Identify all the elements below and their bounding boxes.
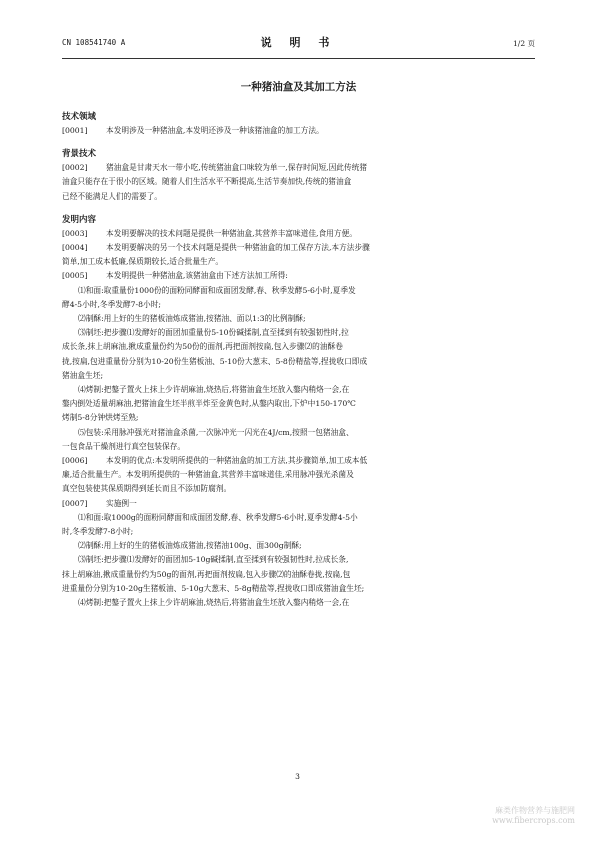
section-heading-background: 背景技术 [62, 149, 97, 160]
step-line: ⑵制酥:用上好的生的猪板油炼成猪油,按猪油、面以1:3的比例制酥; [78, 314, 306, 324]
paragraph-text: 本发明要解决的技术问题是提供一种猪油盒,其营养丰富味道佳,食用方便。 [106, 228, 357, 238]
step-line: 抹上胡麻油,揪成重量份约为50g的面剂,再把面剂按扁,包入步骤⑵的油酥卷拢,按扁,包 [62, 569, 351, 579]
section-heading-summary: 发明内容 [62, 214, 97, 225]
step-line: 成长条,抹上胡麻油,揪成重量份约为50份的面剂,再把面剂按扁,包入步骤⑵的油酥卷 [62, 342, 343, 352]
paragraph-text: 本发明要解决的另一个技术问题是提供一种猪油盒的加工保存方法,本方法步骤 [106, 243, 370, 253]
page-header [62, 26, 535, 60]
page-indicator: 1/2 页 [513, 39, 535, 48]
paragraph-line: 廉,适合批量生产。本发明所提供的一种猪油盒,其营养丰富味道佳,采用脉冲强光杀菌及 [62, 470, 354, 480]
paragraph-0004 [62, 241, 539, 255]
paragraph-text: 实施例一 [106, 498, 137, 508]
paragraph-0005 [62, 269, 539, 283]
page-number: 3 [295, 772, 300, 781]
paragraph-0006 [62, 454, 539, 468]
paragraph-text: 本发明涉及一种猪油盒,本发明还涉及一种该猪油盒的加工方法。 [106, 126, 324, 135]
paragraph-text: 猪油盒是甘肃天水一带小吃,传统猪油盒口味较为单一,保存时间短,因此传统猪 [106, 163, 368, 173]
paragraph-number: [0001] [62, 126, 88, 135]
paragraph-number: [0002] [62, 163, 88, 173]
publication-number: CN 108541740 A [62, 38, 126, 47]
watermark [492, 806, 575, 826]
step-line: ⑵制酥:用上好的生的猪板油炼成猪油,按猪油100g、面300g制酥; [78, 541, 302, 551]
watermark-url: www.fibercrops.com [492, 816, 575, 825]
document-title: 一种猪油盒及其加工方法 [240, 81, 357, 93]
paragraph-0003 [62, 227, 539, 241]
paragraph-0002 [62, 161, 539, 175]
paragraph-line: 简单,加工成本低廉,保质期较长,适合批量生产。 [62, 257, 224, 267]
paragraph-line: 真空包装使其保质期得到延长而且不添加防腐剂。 [62, 484, 232, 494]
step-line: 猪油盒生坯; [62, 370, 104, 380]
step-line: 拢,按扁,包进重量份分别为10-20份生猪板油、5-10份大葱末、5-8份精盐等,捏拢收口即成 [62, 356, 368, 366]
header-rule [62, 58, 535, 59]
paragraph-number: [0005] [62, 271, 88, 281]
step-line: ⑴和面:取1000g的面粉同酵面和成面团发酵,春、秋季发酵5-6小时,夏季发酵4-5小 [78, 512, 358, 522]
step-line: ⑷烤制:把鏊子置火上抹上少许胡麻油,烧热后,将猪油盒生坯放入鏊内稍烙一会,在 [78, 598, 350, 608]
paragraph-0001 [62, 124, 539, 138]
header-title: 说 明 书 [260, 36, 337, 49]
document-body [62, 110, 539, 610]
section-heading-tech-field: 技术领域 [62, 112, 97, 122]
step-line: 鏊内倒处适量胡麻油,把猪油盒生坯半煎半炸至金黄色时,从鏊内取出,下炉中150-170℃ [62, 399, 356, 409]
step-line: 时,冬季发酵7-8小时; [62, 527, 134, 537]
step-line: 进重量份分别为10-20g生猪板油、5-10g大葱末、5-8g精盐等,捏拢收口即成猪油盒生坯; [62, 583, 365, 593]
step-line: ⑴和面:取重量份1000份的面粉同酵面和成面团发酵,春、秋季发酵5-6小时,夏季发 [78, 285, 356, 295]
paragraph-number: [0004] [62, 243, 88, 253]
step-line: ⑶制坯:把步骤⑴发酵好的面团加5-10g碱揉制,直至揉到有较强韧性时,拉成长条, [78, 555, 349, 565]
paragraph-text: 本发明提供一种猪油盒,该猪油盒由下述方法加工所得: [106, 271, 288, 281]
step-line: ⑷烤制:把鏊子置火上抹上少许胡麻油,烧热后,将猪油盒生坯放入鏊内稍烙一会,在 [78, 385, 350, 395]
step-line: 一包食品干燥剂进行真空包装保存。 [62, 441, 186, 451]
paragraph-number: [0006] [62, 456, 88, 466]
step-line: ⑶制坯:把步骤⑴发酵好的面团加重量份5-10份碱揉制,直至揉到有较强韧性时,拉 [78, 328, 349, 338]
paragraph-line: 已经不能满足人们的需要了。 [62, 191, 162, 201]
paragraph-line: 油盒只能存在于很小的区域。随着人们生活水平不断提高,生活节奏加快,传统的猪油盒 [62, 177, 352, 187]
paragraph-text: 本发明的优点:本发明所提供的一种猪油盒的加工方法,其步骤简单,加工成本低 [106, 456, 368, 466]
watermark-text: 麻类作物营养与施肥网 [495, 806, 575, 815]
paragraph-number: [0003] [62, 228, 88, 238]
paragraph-0007 [62, 497, 539, 511]
paragraph-number: [0007] [62, 498, 88, 508]
step-line: ⑸包装:采用脉冲强光对猪油盒杀菌,一次脉冲光一闪光在4J/cm,按照一包猪油盒、 [78, 427, 354, 437]
step-line: 烤制5-8分钟烘烤至熟; [62, 413, 139, 423]
step-line: 酵4-5小时,冬季发酵7-8小时; [62, 299, 161, 309]
